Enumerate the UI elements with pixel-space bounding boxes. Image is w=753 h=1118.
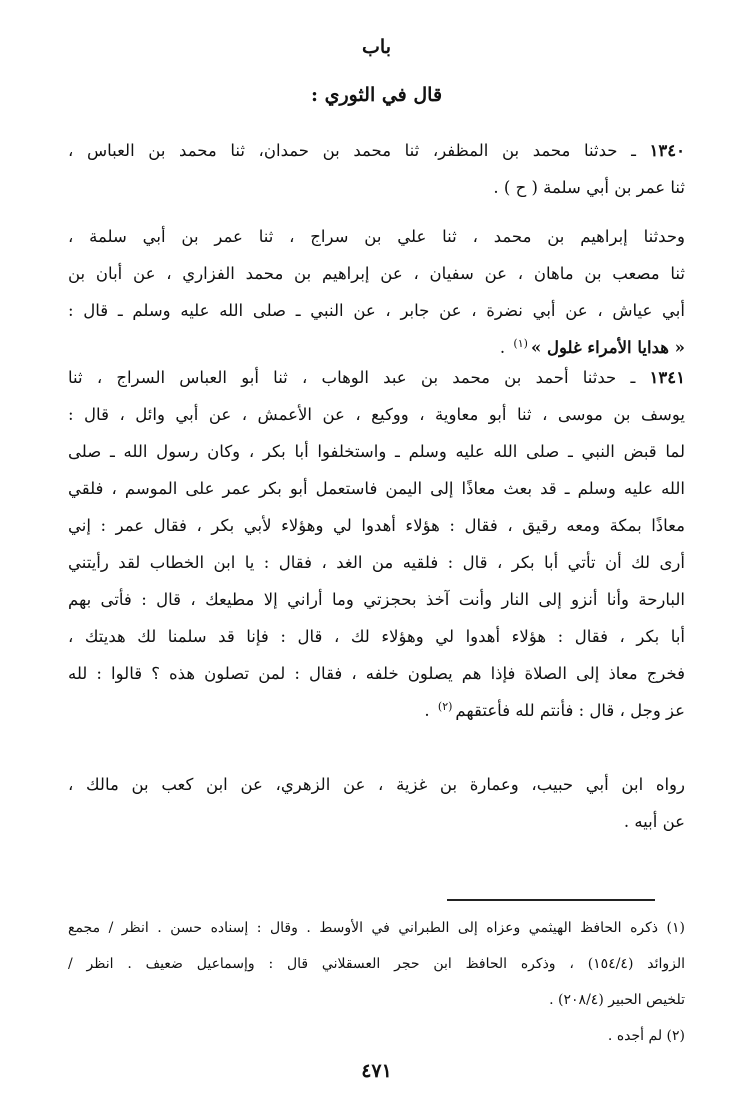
narration bbox=[68, 766, 685, 840]
footnote-ref: (١) bbox=[513, 337, 528, 350]
text-line: وحدثنا إبراهيم بن محمد ، ثنا علي بن سراج ، ثنا عمر بن أبي سلمة ، bbox=[68, 227, 685, 246]
text-line: أبا بكر ، فقال : هؤلاء أهدوا لي وهؤلاء لك ، قال : فإنا قد سلمنا لك هديتك ، bbox=[68, 627, 685, 646]
text-line: عن أبيه . bbox=[623, 812, 685, 831]
footnote-line: (١) ذكره الحافظ الهيثمي وعزاه إلى الطبراني في الأوسط . وقال : إسناده حسن . انظر / مجمع bbox=[68, 920, 685, 936]
text-line: أبي عياش ، عن أبي نضرة ، عن جابر ، عن النبي ـ صلى الله عليه وسلم ـ قال : bbox=[68, 301, 685, 320]
text-line: ١٣٤٠ ـ حدثنا محمد بن المظفر، ثنا محمد بن حمدان، ثنا محمد بن العباس ، bbox=[68, 141, 685, 160]
text-line: ١٣٤١ ـ حدثنا أحمد بن محمد بن عبد الوهاب ، ثنا أبو العباس السراج ، ثنا bbox=[68, 368, 685, 387]
chapter-heading: باب bbox=[362, 36, 391, 58]
footnote-divider bbox=[447, 899, 655, 901]
text-line: فخرج معاذ إلى الصلاة فإذا هم يصلون خلفه ، فقال : لمن تصلون هذه ؟ قالوا : لله bbox=[68, 664, 685, 683]
footnote-line: (٢) لم أجده . bbox=[607, 1028, 685, 1044]
text-line: ثنا عمر بن أبي سلمة ( ح ) . bbox=[493, 178, 685, 197]
text-line: عز وجل ، قال : فأنتم لله فأعتقهم$^{(٢)}$ . bbox=[424, 700, 685, 720]
text-line: لما قبض النبي ـ صلى الله عليه وسلم ـ واستخلفوا أبا بكر ، وكان رسول الله ـ صلى bbox=[68, 442, 685, 461]
footnote-line: الزوائد (١٥٤/٤) ، وذكره الحافظ ابن حجر العسقلاني قال : وإسماعيل ضعيف . انظر / bbox=[68, 956, 685, 972]
hadith-matn: « هدايا الأمراء غلول » bbox=[530, 338, 685, 357]
isnad-chain bbox=[68, 218, 685, 366]
hadith-number: ١٣٤٠ bbox=[649, 141, 685, 160]
text-line: الله عليه وسلم ـ قد بعث معاذًا إلى اليمن فاستعمل أبو بكر عمر على الموسم ، فلقي bbox=[68, 479, 685, 498]
text-line: ثنا مصعب بن ماهان ، عن سفيان ، عن إبراهيم بن محمد الفزاري ، عن أبان بن bbox=[68, 264, 685, 283]
text-line: أرى لك أن تأتي أبا بكر ، قال : فلقيه من الغد ، فقال : يا ابن الخطاب لقد رأيتني bbox=[68, 553, 685, 572]
footnote-ref: (٢) bbox=[437, 700, 453, 713]
chapter-subheading: قال في الثوري : bbox=[310, 84, 443, 106]
footnote-line: تلخيص الحبير (٢٠٨/٤) . bbox=[549, 992, 685, 1008]
page-number: ٤٧١ bbox=[361, 1060, 392, 1082]
text-line: رواه ابن أبي حبيب، وعمارة بن غزية ، عن الزهري، عن ابن كعب بن مالك ، bbox=[68, 775, 685, 794]
footnotes bbox=[68, 910, 685, 1054]
hadith-1340 bbox=[68, 132, 685, 206]
text-line: يوسف بن موسى ، ثنا أبو معاوية ، ووكيع ، عن الأعمش ، عن أبي وائل ، قال : bbox=[68, 405, 685, 424]
hadith-1341 bbox=[68, 359, 685, 729]
hadith-number: ١٣٤١ bbox=[649, 368, 685, 387]
text-line: « هدايا الأمراء غلول »$^{(١)}$ . bbox=[499, 337, 685, 357]
text-line: البارحة وأنا أنزو إلى النار وأنت آخذ بحجزتي وما أراني إلا مطيعك ، قال : فأتى بهم bbox=[68, 590, 685, 609]
text-line: معاذًا بمكة ومعه رقيق ، فقال : هؤلاء أهدوا لي وهؤلاء لأبي بكر ، فقال عمر : إني bbox=[68, 516, 685, 535]
